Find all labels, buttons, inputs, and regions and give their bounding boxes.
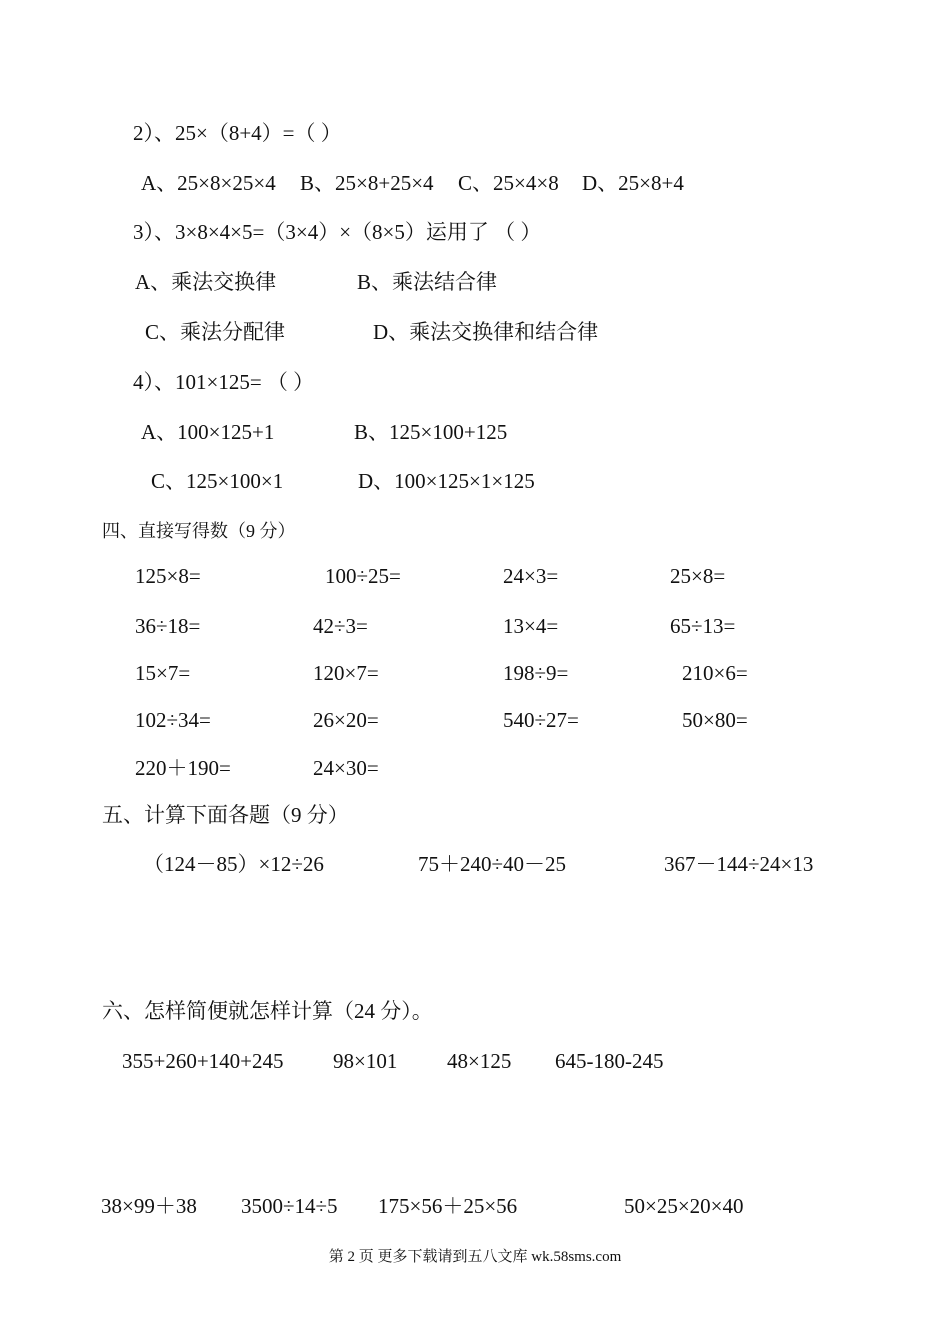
simplify-item: 50×25×20×40: [624, 1194, 744, 1218]
q2-option-b: B、25×8+25×4: [300, 171, 434, 195]
q4-option-c: C、125×100×1: [151, 469, 284, 493]
q3-option-c: C、乘法分配律: [145, 320, 286, 344]
question-3: 3）、3×8×4×5=（3×4）×（8×5）运用了 （ ）: [133, 220, 542, 244]
section-6-title: 六、怎样简便就怎样计算（24 分）。: [102, 999, 433, 1023]
oral-item: 100÷25=: [325, 564, 401, 588]
q3-option-d: D、乘法交换律和结合律: [373, 320, 599, 344]
oral-item: 220＋190=: [135, 756, 231, 780]
simplify-item: 175×56＋25×56: [378, 1194, 518, 1218]
simplify-item: 645-180-245: [555, 1049, 664, 1073]
calc-item: 75＋240÷40－25: [418, 852, 567, 876]
simplify-item: 98×101: [333, 1049, 398, 1073]
section-5-title: 五、计算下面各题（9 分）: [102, 803, 349, 827]
simplify-item: 48×125: [447, 1049, 512, 1073]
q4-option-a: A、100×125+1: [141, 420, 275, 444]
oral-item: 15×7=: [135, 661, 191, 685]
oral-item: 65÷13=: [670, 614, 736, 638]
oral-item: 102÷34=: [135, 708, 211, 732]
oral-item: 120×7=: [313, 661, 379, 685]
simplify-item: 3500÷14÷5: [241, 1194, 338, 1218]
question-4: 4）、101×125= （ ）: [133, 370, 315, 394]
oral-item: 125×8=: [135, 564, 201, 588]
oral-item: 210×6=: [682, 661, 748, 685]
q2-option-d: D、25×8+4: [582, 171, 684, 195]
oral-item: 24×3=: [503, 564, 559, 588]
question-2: 2）、25×（8+4）=（ ）: [133, 121, 342, 145]
q4-option-b: B、125×100+125: [354, 420, 508, 444]
oral-item: 13×4=: [503, 614, 559, 638]
oral-item: 25×8=: [670, 564, 726, 588]
oral-item: 198÷9=: [503, 661, 569, 685]
page-footer: 第 2 页 更多下载请到五八文库 wk.58sms.com: [328, 1249, 622, 1265]
q2-option-a: A、25×8×25×4: [141, 171, 276, 195]
calc-item: （124－85）×12÷26: [143, 852, 324, 876]
oral-item: 24×30=: [313, 756, 379, 780]
oral-item: 26×20=: [313, 708, 379, 732]
q2-option-c: C、25×4×8: [458, 171, 559, 195]
simplify-item: 38×99＋38: [101, 1194, 197, 1218]
calc-item: 367－144÷24×13: [664, 852, 814, 876]
oral-item: 50×80=: [682, 708, 748, 732]
oral-item: 540÷27=: [503, 708, 579, 732]
simplify-item: 355+260+140+245: [122, 1049, 284, 1073]
oral-item: 36÷18=: [135, 614, 201, 638]
q4-option-d: D、100×125×1×125: [358, 469, 535, 493]
q3-option-b: B、乘法结合律: [357, 270, 498, 294]
oral-item: 42÷3=: [313, 614, 368, 638]
q3-option-a: A、乘法交换律: [135, 270, 277, 294]
section-4-title: 四、直接写得数（9 分）: [102, 521, 296, 541]
